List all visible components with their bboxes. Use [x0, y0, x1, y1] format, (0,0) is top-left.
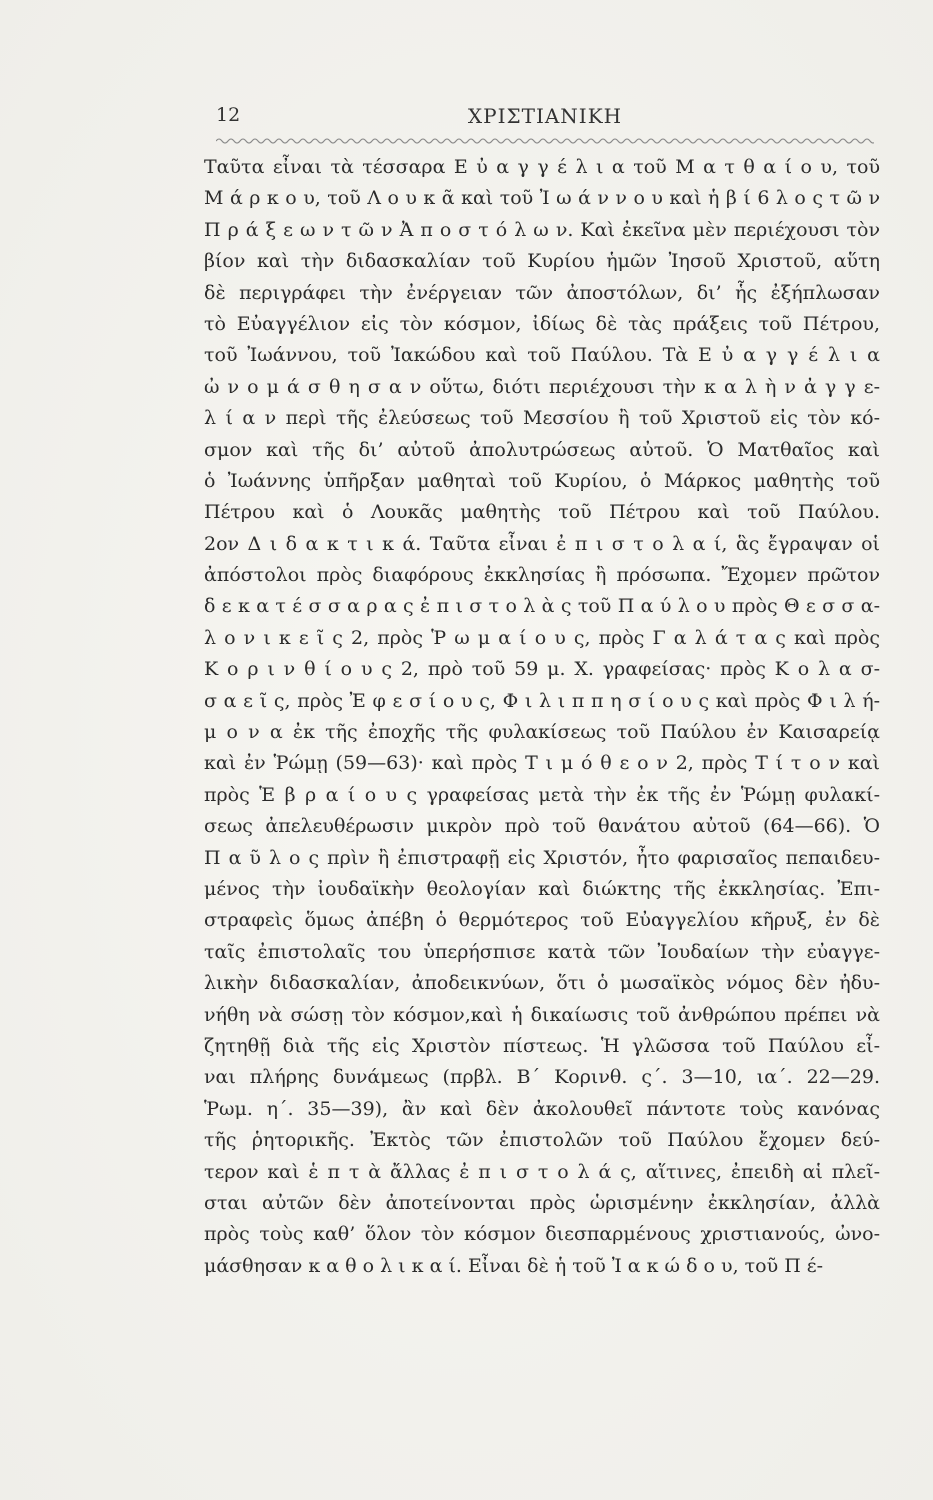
text-line: νήθη νὰ σώσῃ τὸν κόσμον,καὶ ἡ δικαίωσις τοῦ ἀνθρώπου πρέπει νὰ [204, 1003, 880, 1026]
wavy-header-rule [216, 134, 874, 148]
text-line: μ ο ν α ἐκ τῆς ἐποχῆς τῆς φυλακίσεως τοῦ Παύλου ἐν Καισαρείᾳ [204, 721, 880, 744]
text-line: ταῖς ἐπιστολαῖς του ὑπερήσπισε κατὰ τῶν Ἰουδαίων τὴν εὐαγγε- [204, 940, 880, 963]
text-line: Ταῦτα εἶναι τὰ τέσσαρα Ε ὐ α γ γ έ λ ι α τοῦ Μ α τ θ α ί ο υ, τοῦ [204, 156, 880, 178]
text-line: ζητηθῇ διὰ τῆς εἰς Χριστὸν πίστεως. Ἡ γλῶσσα τοῦ Παύλου εἶ- [204, 1034, 880, 1057]
text-line: σ α ε ῖ ς, πρὸς Ἐ φ ε σ ί ο υ ς, Φ ι λ ι π π η σ ί ο υ ς καὶ πρὸς Φ ι λ ή- [204, 689, 880, 712]
page-header [216, 104, 874, 138]
text-line: τῆς ῥητορικῆς. Ἐκτὸς τῶν ἐπιστολῶν τοῦ Παύλου ἔχομεν δεύ- [204, 1129, 880, 1152]
text-line: πρὸς Ἑ β ρ α ί ο υ ς γραφείσας μετὰ τὴν ἐκ τῆς ἐν Ῥώμῃ φυλακί- [204, 783, 880, 806]
text-line: μάσθησαν κ α θ ο λ ι κ α ί. Εἶναι δὲ ἡ τοῦ Ἰ α κ ώ δ ο υ, τοῦ Π έ- [204, 1254, 824, 1277]
text-line: λικὴν διδασκαλίαν, ἀποδεικνύων, ὅτι ὁ μωσαϊκὸς νόμος δὲν ἠδυ- [204, 972, 880, 995]
text-line: σται αὐτῶν δὲν ἀποτείνονται πρὸς ὡρισμένην ἐκκλησίαν, ἀλλὰ [204, 1191, 880, 1214]
text-line: ναι πλήρης δυνάμεως (πρβλ. Β΄ Κορινθ. ς΄. 3—10, ια΄. 22—29. [204, 1066, 880, 1089]
text-line: Κ ο ρ ι ν θ ί ο υ ς 2, πρὸ τοῦ 59 μ. Χ. γραφείσας· πρὸς Κ ο λ α σ- [204, 658, 880, 681]
text-line: ὠ ν ο μ ά σ θ η σ α ν οὕτω, διότι περιέχουσι τὴν κ α λ ὴ ν ἀ γ γ ε- [204, 375, 880, 398]
running-title: ΧΡΙΣΤΙΑΝΙΚΗ [467, 104, 623, 128]
text-line: Π α ῦ λ ο ς πρὶν ἢ ἐπιστραφῇ εἰς Χριστόν, ἦτο φαρισαῖος πεπαιδευ- [204, 846, 880, 869]
text-line: σμον καὶ τῆς δι’ αὐτοῦ ἀπολυτρώσεως αὐτοῦ. Ὁ Ματθαῖος καὶ [204, 438, 880, 461]
text-line: Π ρ ά ξ ε ω ν τ ῶ ν Ἀ π ο σ τ ό λ ω ν. Καὶ ἐκεῖνα μὲν περιέχουσι τὸν [204, 218, 880, 241]
text-line: πρὸς τοὺς καθ’ ὅλον τὸν κόσμον διεσπαρμένους χριστιανούς, ὠνο- [204, 1223, 880, 1246]
body-text [204, 152, 880, 1282]
text-line: δὲ περιγράφει τὴν ἐνέργειαν τῶν ἀποστόλων, δι’ ἧς ἐξήπλωσαν [204, 281, 880, 304]
text-line: Μ ά ρ κ ο υ, τοῦ Λ ο υ κ ᾶ καὶ τοῦ Ἰ ω ά ν ν ο υ καὶ ἡ β ί 6 λ ο ς τ ῶ ν [204, 187, 880, 210]
page-number: 12 [216, 104, 241, 126]
text-line: καὶ ἐν Ῥώμῃ (59—63)· καὶ πρὸς Τ ι μ ό θ ε ο ν 2, πρὸς Τ ί τ ο ν καὶ [204, 752, 880, 775]
text-line: τοῦ Ἰωάννου, τοῦ Ἰακώδου καὶ τοῦ Παύλου. Τὰ Ε ὐ α γ γ έ λ ι α [204, 344, 880, 367]
text-line: σεως ἀπελευθέρωσιν μικρὸν πρὸ τοῦ θανάτου αὐτοῦ (64—66). Ὁ [204, 815, 880, 838]
text-line: ἀπόστολοι πρὸς διαφόρους ἐκκλησίας ἢ πρόσωπα. Ἔχομεν πρῶτον [204, 564, 880, 587]
text-line: τερον καὶ ἑ π τ ὰ ἄλλας ἐ π ι σ τ ο λ ά ς, αἵτινες, ἐπειδὴ αἱ πλεῖ- [204, 1160, 880, 1183]
text-line: μένος τὴν ἰουδαϊκὴν θεολογίαν καὶ διώκτης τῆς ἐκκλησίας. Ἐπι- [204, 877, 880, 900]
text-line: βίον καὶ τὴν διδασκαλίαν τοῦ Κυρίου ἡμῶν Ἰησοῦ Χριστοῦ, αὕτη [204, 250, 880, 273]
text-line: 2ον Δ ι δ α κ τ ι κ ά. Ταῦτα εἶναι ἐ π ι σ τ ο λ α ί, ἃς ἔγραψαν οἱ [204, 532, 880, 555]
text-line: Πέτρου καὶ ὁ Λουκᾶς μαθητὴς τοῦ Πέτρου καὶ τοῦ Παύλου. [204, 501, 880, 524]
text-line: στραφεὶς ὅμως ἀπέβη ὁ θερμότερος τοῦ Εὐαγγελίου κῆρυξ, ἐν δὲ [204, 909, 880, 932]
text-line: λ ο ν ι κ ε ῖ ς 2, πρὸς Ῥ ω μ α ί ο υ ς, πρὸς Γ α λ ά τ α ς καὶ πρὸς [204, 626, 880, 649]
text-line: δ ε κ α τ έ σ σ α ρ α ς ἐ π ι σ τ ο λ ὰ ς τοῦ Π α ύ λ ο υ πρὸς Θ ε σ σ α- [204, 595, 880, 618]
text-line: τὸ Εὐαγγέλιον εἰς τὸν κόσμον, ἰδίως δὲ τὰς πράξεις τοῦ Πέτρου, [204, 312, 880, 335]
text-line: λ ί α ν περὶ τῆς ἐλεύσεως τοῦ Μεσσίου ἢ τοῦ Χριστοῦ εἰς τὸν κό- [204, 407, 880, 430]
text-line: ὁ Ἰωάννης ὑπῆρξαν μαθηταὶ τοῦ Κυρίου, ὁ Μάρκος μαθητὴς τοῦ [204, 469, 880, 492]
text-line: Ῥωμ. η΄. 35—39), ἂν καὶ δὲν ἀκολουθεῖ πάντοτε τοὺς κανόνας [204, 1097, 880, 1120]
